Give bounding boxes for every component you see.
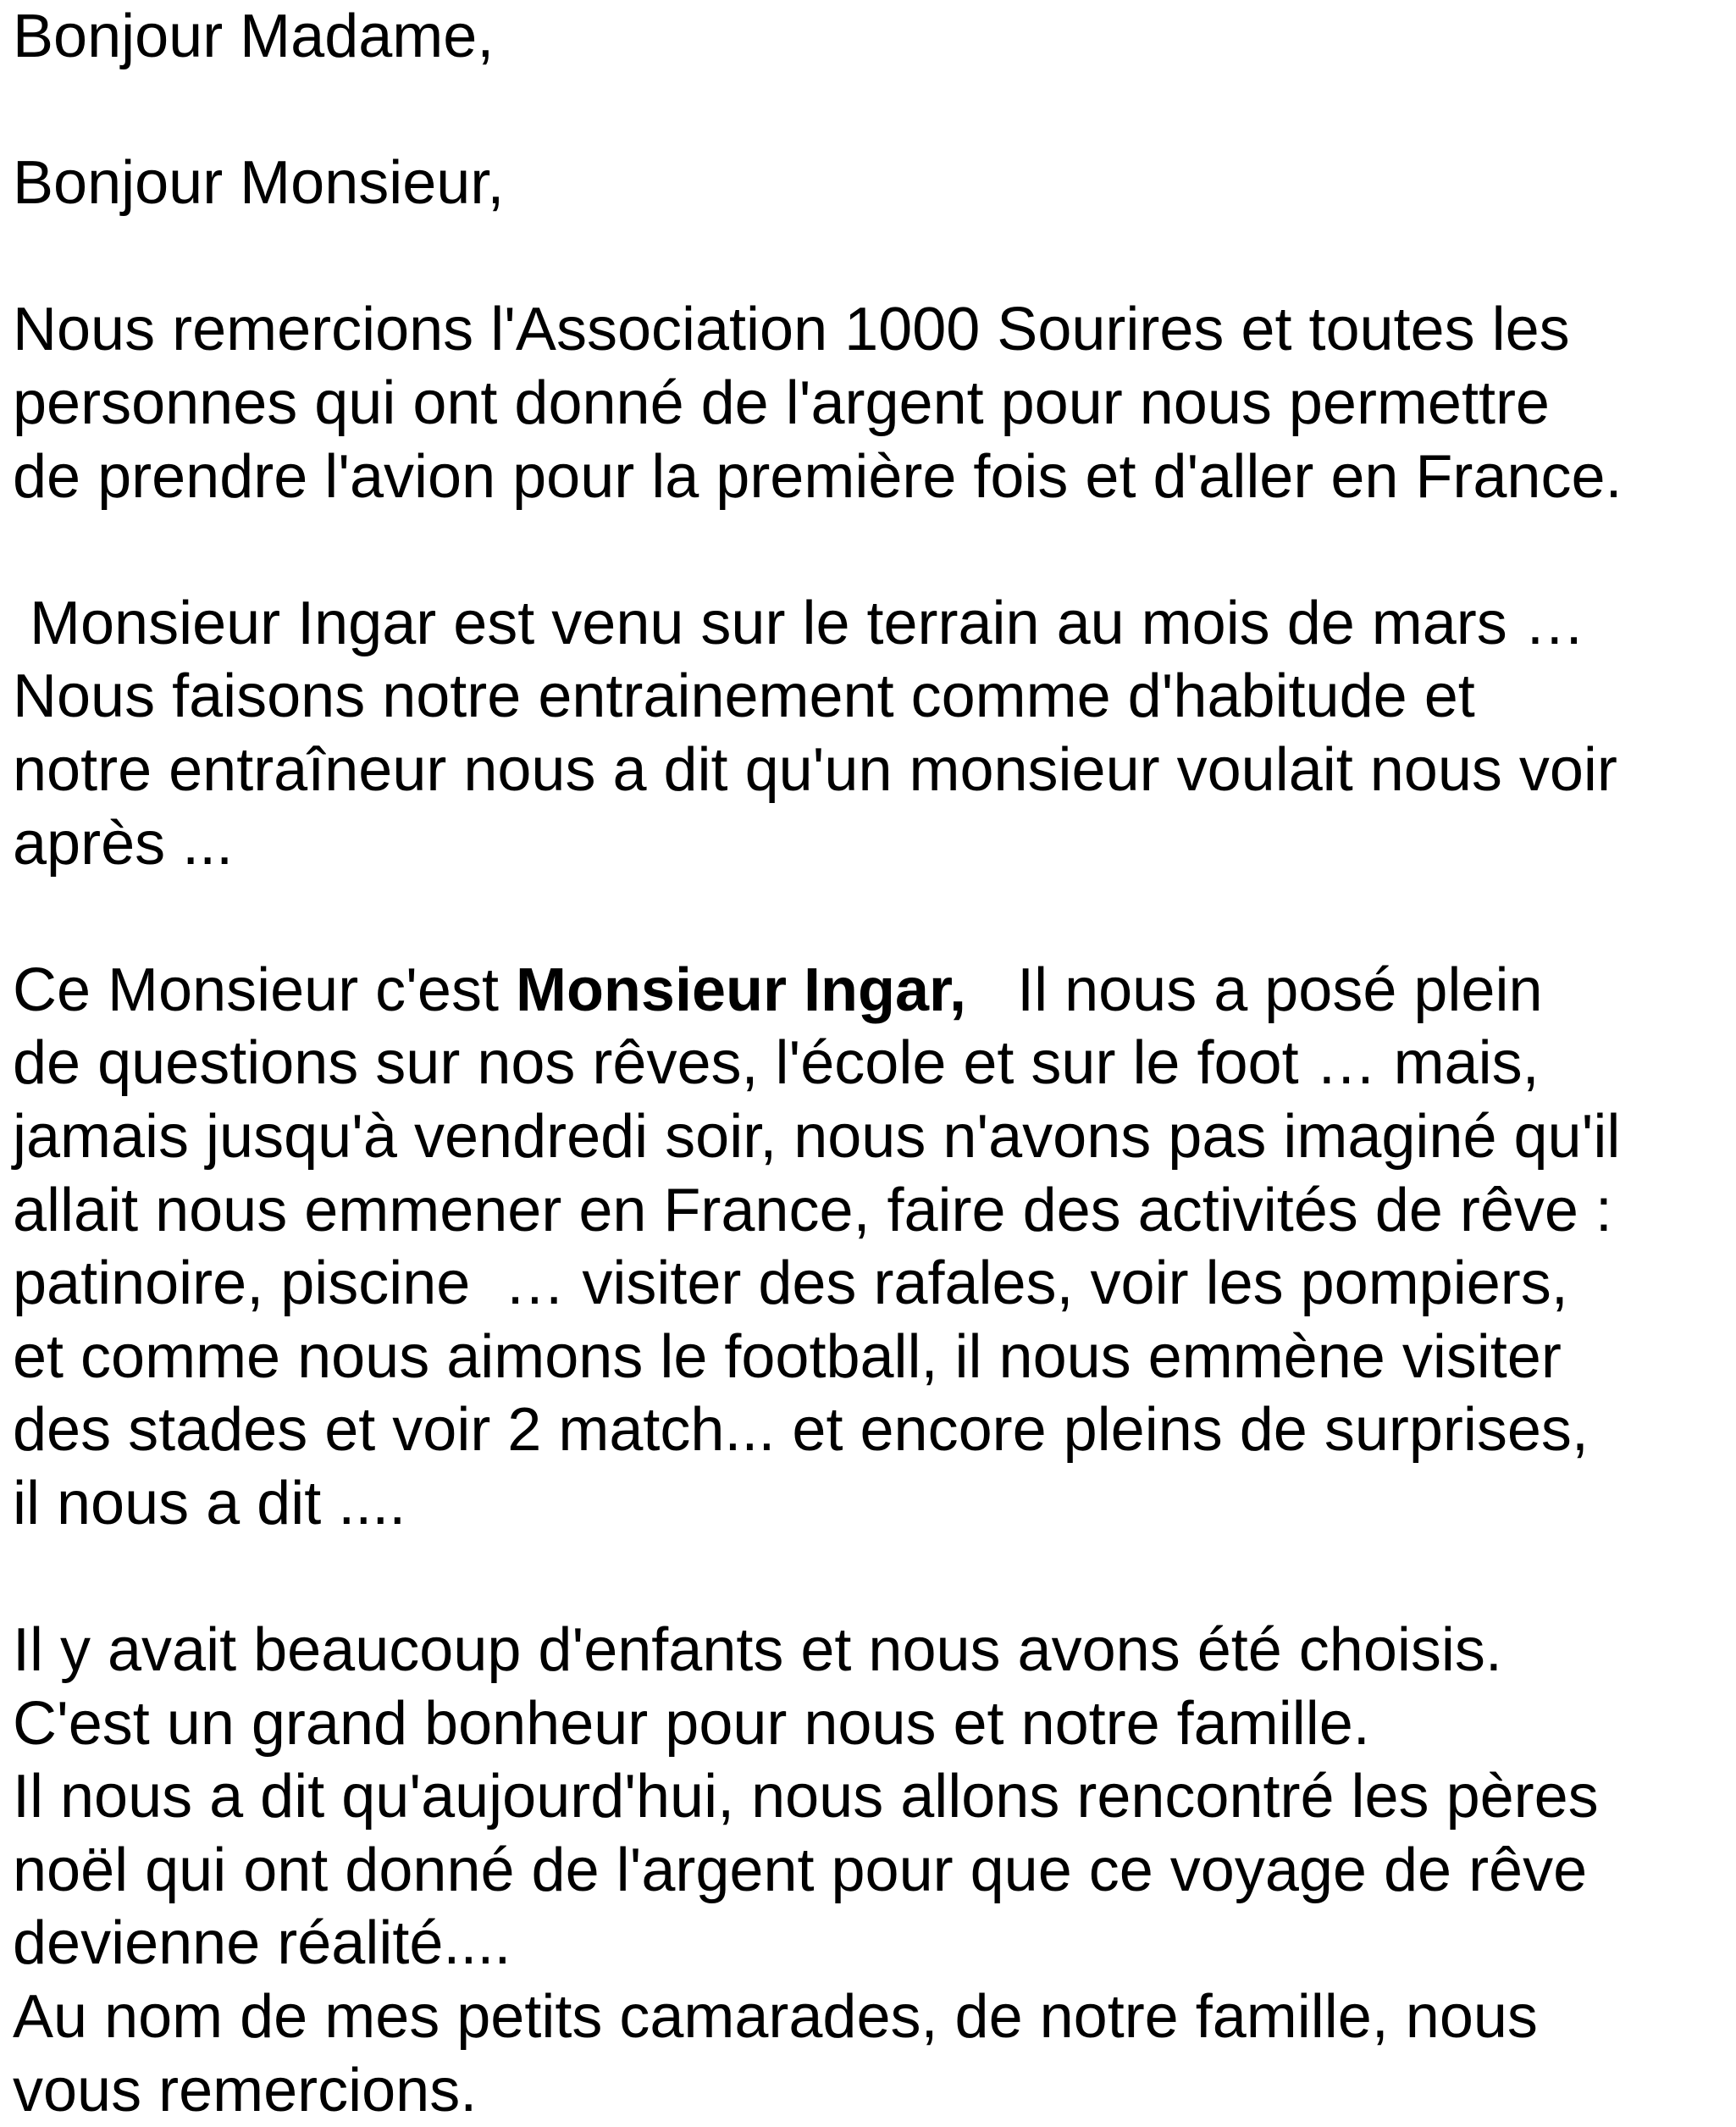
paragraph-line: de prendre l'avion pour la première fois et d'aller en France. xyxy=(13,442,1623,511)
paragraph-first-line xyxy=(13,954,1723,1027)
blank-line xyxy=(13,1540,1723,1614)
bold-name: Monsieur Ingar, xyxy=(515,955,967,1024)
paragraph-line: noël qui ont donné de l'argent pour que ce voyage de rêve xyxy=(13,1836,1588,1904)
greeting-madame: Bonjour Madame, xyxy=(13,3,495,70)
paragraph-line: patinoire, piscine … visiter des rafales, voir les pompiers, xyxy=(13,1249,1568,1318)
paragraph-line: et comme nous aimons le football, il nous emmène visiter xyxy=(13,1322,1562,1391)
paragraph-line: Il nous a dit qu'aujourd'hui, nous allons rencontré les pères xyxy=(13,1763,1599,1831)
paragraph-closing xyxy=(13,1614,1723,2127)
paragraph-line: vous remercions. xyxy=(13,2056,478,2124)
paragraph-line: Il y avait beaucoup d'enfants et nous avons été choisis. xyxy=(13,1616,1502,1685)
paragraph-line: Nous remercions l'Association 1000 Sourires et toutes les xyxy=(13,296,1570,364)
paragraph-line: de questions sur nos rêves, l'école et sur le foot … mais, xyxy=(13,1029,1540,1098)
continuation-text: Il nous a posé plein xyxy=(966,955,1543,1024)
intro-text: Ce Monsieur c'est xyxy=(13,955,516,1024)
paragraph-line: jamais jusqu'à vendredi soir, nous n'avons pas imaginé qu'il xyxy=(13,1102,1621,1171)
paragraph-line: devienne réalité.... xyxy=(13,1909,511,1978)
blank-line xyxy=(13,513,1723,587)
letter-document xyxy=(13,0,1723,2127)
paragraph-line: C'est un grand bonheur pour nous et notre famille. xyxy=(13,1689,1370,1758)
paragraph-visit xyxy=(13,587,1723,880)
paragraph-line: des stades et voir 2 match... et encore pleins de surprises, xyxy=(13,1396,1589,1465)
paragraph-line: Nous faisons notre entrainement comme d'habitude et xyxy=(13,662,1475,731)
blank-line xyxy=(13,880,1723,954)
paragraph-line: personnes qui ont donné de l'argent pour nous permettre xyxy=(13,368,1550,437)
blank-line xyxy=(13,220,1723,294)
paragraph-line: Monsieur Ingar est venu sur le terrain au mois de mars … xyxy=(13,589,1585,657)
paragraph-line: Au nom de mes petits camarades, de notre famille, nous xyxy=(13,1983,1538,2052)
paragraph-line: après ... xyxy=(13,809,234,878)
greeting-monsieur: Bonjour Monsieur, xyxy=(13,149,505,218)
paragraph-line: notre entraîneur nous a dit qu'un monsieur voulait nous voir xyxy=(13,735,1617,804)
blank-line xyxy=(13,74,1723,147)
paragraph-thanks xyxy=(13,293,1723,513)
paragraph-questions xyxy=(13,954,1723,1541)
paragraph-line: allait nous emmener en France, faire des activités de rêve : xyxy=(13,1176,1612,1244)
paragraph-line: il nous a dit .... xyxy=(13,1469,406,1537)
